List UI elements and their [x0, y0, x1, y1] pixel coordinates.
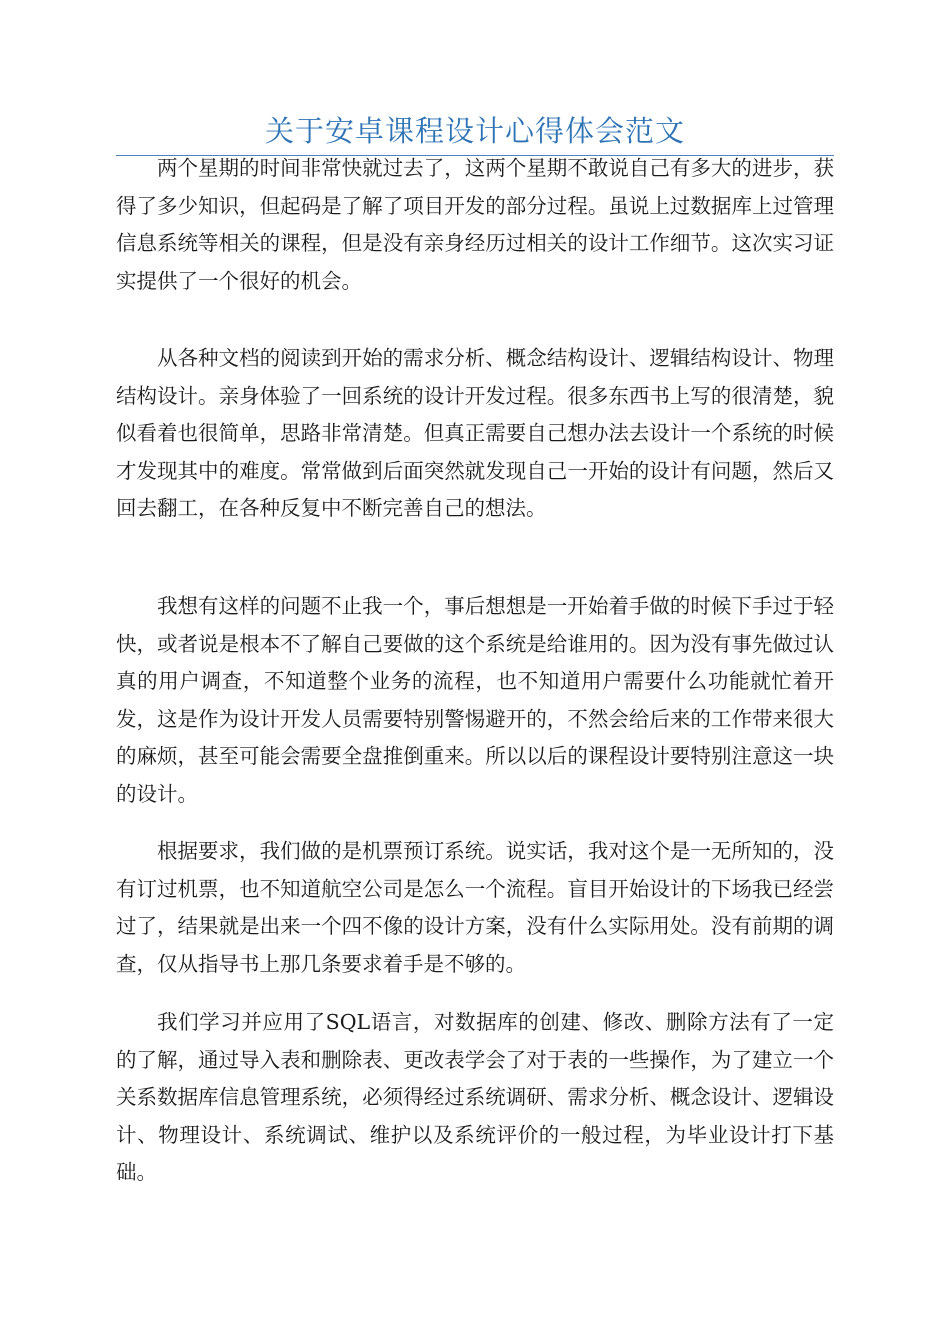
paragraph-1: 两个星期的时间非常快就过去了，这两个星期不敢说自己有多大的进步，获得了多少知识，但起码是了解了项目开发的部分过程。虽说上过数据库上过管理信息系统等相关的课程，但是没有亲身经历过相关的设计工作细节。这次实习证实提供了一个很好的机会。 — [116, 156, 834, 293]
paragraph-3: 我想有这样的问题不止我一个，事后想想是一开始着手做的时候下手过于轻快，或者说是根本不了解自己要做的这个系统是给谁用的。因为没有事先做过认真的用户调查，不知道整个业务的流程，也不知道用户需要什么功能就忙着开发，这是作为设计开发人员需要特别警惕避开的，不然会给后来的工作带来很大的麻烦，甚至可能会需要全盘推倒重来。所以以后的课程设计要特别注意这一块的设计。 — [116, 594, 834, 806]
paragraph-2: 从各种文档的阅读到开始的需求分析、概念结构设计、逻辑结构设计、物理结构设计。亲身体验了一回系统的设计开发过程。很多东西书上写的很清楚，貌似看着也很简单，思路非常清楚。但真正需要自己想办法去设计一个系统的时候才发现其中的难度。常常做到后面突然就发现自己一开始的设计有问题，然后又回去翻工，在各种反复中不断完善自己的想法。 — [116, 346, 834, 521]
document-title: 关于安卓课程设计心得体会范文 — [264, 114, 685, 148]
paragraph-5: 我们学习并应用了SQL语言，对数据库的创建、修改、删除方法有了一定的了解，通过导入表和删除表、更改表学会了对于表的一些操作，为了建立一个关系数据库信息管理系统，必须得经过系统调研、需求分析、概念设计、逻辑设计、物理设计、系统调试、维护以及系统评价的一般过程，为毕业设计打下基础。 — [116, 1010, 834, 1185]
paragraph-4: 根据要求，我们做的是机票预订系统。说实话，我对这个是一无所知的，没有订过机票，也不知道航空公司是怎么一个流程。盲目开始设计的下场我已经尝过了，结果就是出来一个四不像的设计方案，没有什么实际用处。没有前期的调查，仅从指导书上那几条要求着手是不够的。 — [116, 839, 834, 976]
